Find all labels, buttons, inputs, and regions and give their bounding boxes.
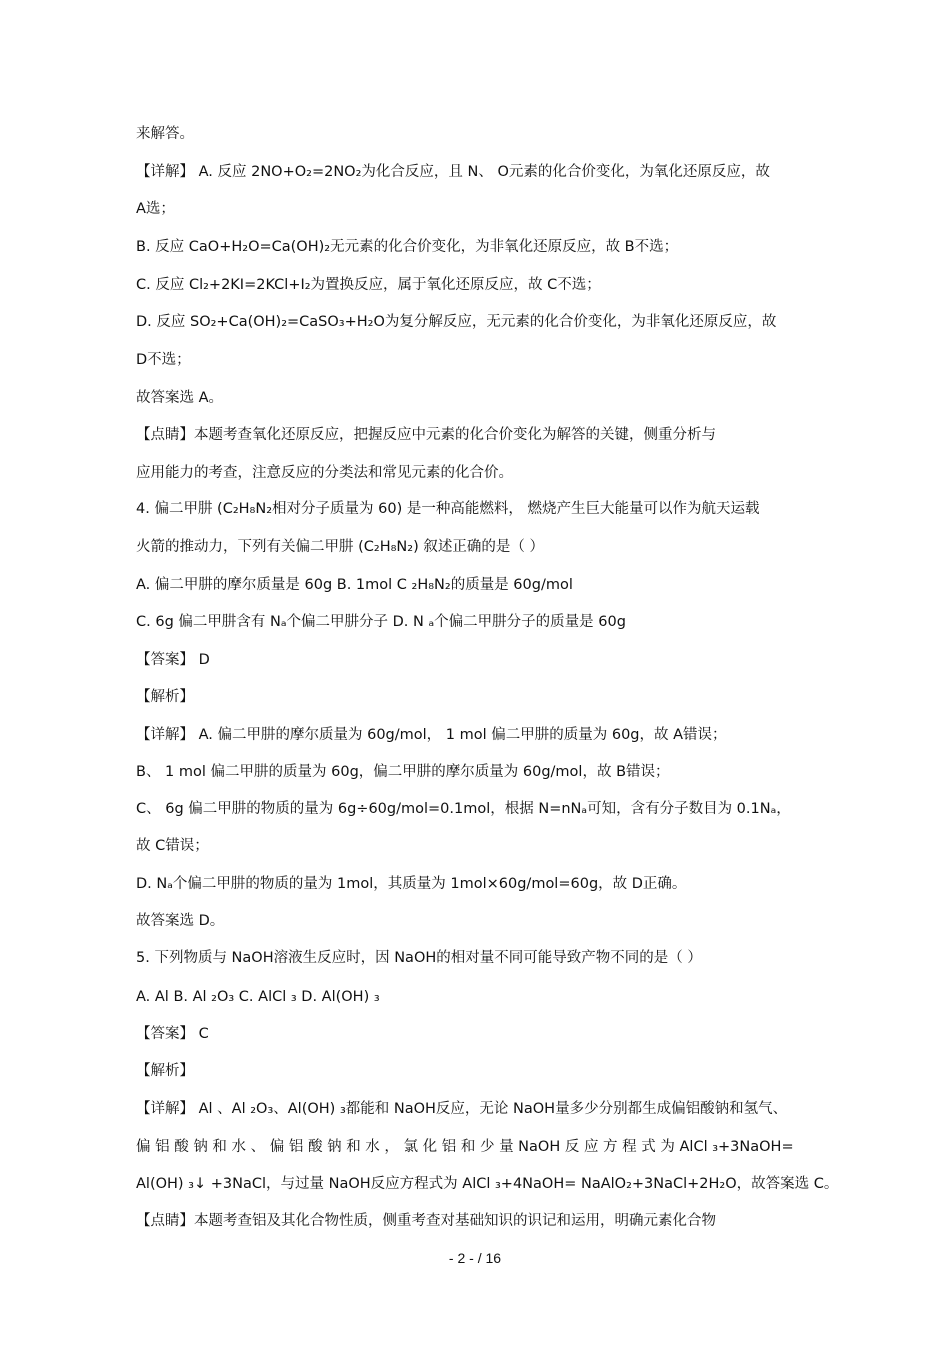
text-line: B、 1 mol 偏二甲肼的质量为 60g，偏二甲肼的摩尔质量为 60g/mol，故 B错误；	[136, 764, 670, 780]
text-line: 故 C错误；	[136, 838, 209, 854]
text-line: 故答案选 A。	[136, 390, 224, 406]
text-line: 【详解】 A. 偏二甲肼的摩尔质量为 60g/mol， 1 mol 偏二甲肼的质量为 60g，故 A错误；	[136, 727, 727, 743]
text-line: 【详解】 A. 反应 2NO+O₂=2NO₂为化合反应，且 N、 O元素的化合价变化，为氧化还原反应，故	[136, 164, 770, 180]
text-line: 来解答。	[136, 126, 194, 142]
question-4-stem: 4. 偏二甲肼 (C₂H₈N₂相对分子质量为 60) 是一种高能燃料， 燃烧产生巨大能量可以作为航天运载	[136, 501, 760, 517]
question-4-options: C. 6g 偏二甲肼含有 Nₐ个偏二甲肼分子 D. N ₐ个偏二甲肼分子的质量是 60g	[136, 614, 626, 630]
text-line: 【详解】 Al 、Al ₂O₃、Al(OH) ₃都能和 NaOH反应，无论 NaOH量多少分别都生成偏铝酸钠和氢气、	[136, 1101, 788, 1117]
text-line: 【点睛】本题考查氧化还原反应，把握反应中元素的化合价变化为解答的关键，侧重分析与	[136, 427, 716, 443]
question-5-options: A. Al B. Al ₂O₃ C. AlCl ₃ D. Al(OH) ₃	[136, 989, 380, 1005]
text-line: A选；	[136, 201, 175, 217]
text-line: Al(OH) ₃↓ +3NaCl，与过量 NaOH反应方程式为 AlCl ₃+4NaOH= NaAlO₂+3NaCl+2H₂O，故答案选 C。	[136, 1176, 839, 1192]
text-line: C. 反应 Cl₂+2KI=2KCl+I₂为置换反应，属于氧化还原反应，故 C不选；	[136, 277, 601, 293]
text-line: 偏 铝 酸 钠 和 水 、 偏 铝 酸 钠 和 水 ， 氯 化 铝 和 少 量 NaOH 反 应 方 程 式 为 AlCl ₃+3NaOH=	[136, 1139, 794, 1155]
answer-label: 【答案】 C	[136, 1026, 209, 1042]
question-5-stem: 5. 下列物质与 NaOH溶液生反应时，因 NaOH的相对量不同可能导致产物不同的是（ ）	[136, 950, 702, 966]
text-line: D. 反应 SO₂+Ca(OH)₂=CaSO₃+H₂O为复分解反应，无元素的化合价变化，为非氧化还原反应，故	[136, 314, 777, 330]
text-line: C、 6g 偏二甲肼的物质的量为 6g÷60g/mol=0.1mol，根据 N=nNₐ可知，含有分子数目为 0.1Nₐ，	[136, 801, 791, 817]
text-line: B. 反应 CaO+H₂O=Ca(OH)₂无元素的化合价变化，为非氧化还原反应，故 B不选；	[136, 239, 679, 255]
page-number: - 2 - / 16	[448, 1250, 502, 1266]
text-line: 【点睛】本题考查铝及其化合物性质，侧重考查对基础知识的识记和运用，明确元素化合物	[136, 1213, 716, 1229]
text-line: D. Nₐ个偏二甲肼的物质的量为 1mol，其质量为 1mol×60g/mol=60g，故 D正确。	[136, 876, 687, 892]
text-line: D不选；	[136, 352, 191, 368]
question-4-stem: 火箭的推动力，下列有关偏二甲肼 (C₂H₈N₂) 叙述正确的是（ ）	[136, 539, 544, 555]
analysis-label: 【解析】	[136, 689, 194, 705]
question-4-options: A. 偏二甲肼的摩尔质量是 60g B. 1mol C ₂H₈N₂的质量是 60g/mol	[136, 577, 573, 593]
analysis-label: 【解析】	[136, 1063, 194, 1079]
text-line: 应用能力的考查，注意反应的分类法和常见元素的化合价。	[136, 465, 513, 481]
answer-label: 【答案】 D	[136, 652, 210, 668]
text-line: 故答案选 D。	[136, 913, 225, 929]
